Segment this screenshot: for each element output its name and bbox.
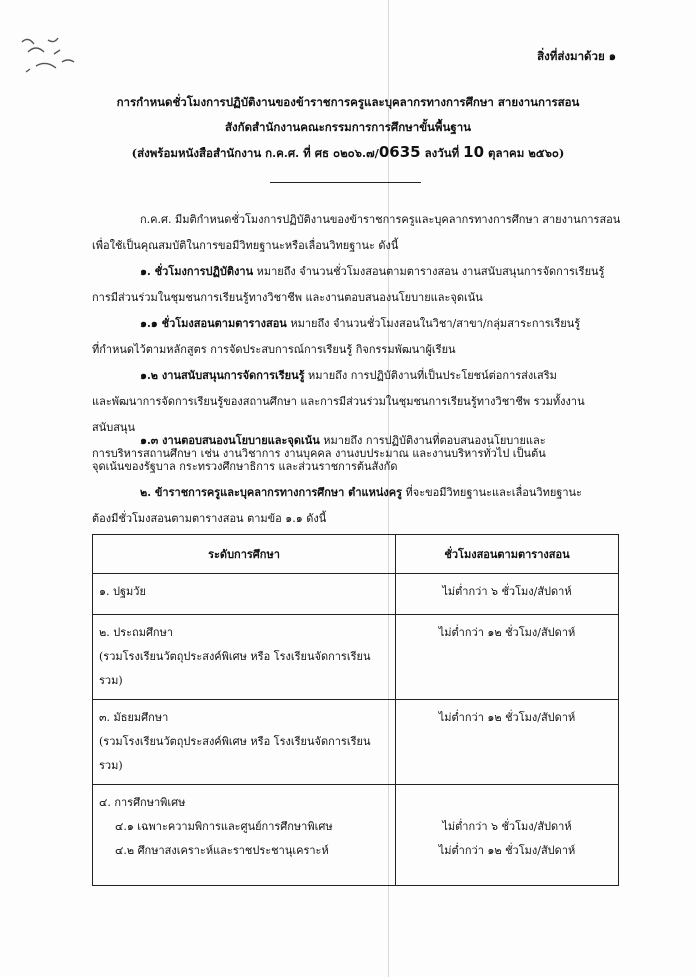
hours-cell: ไม่ต่ำกว่า ๑๒ ชั่วโมง/สัปดาห์ (396, 700, 619, 785)
clause-1-2: ๑.๒ งานสนับสนุนการจัดการเรียนรู้ หมายถึง การปฏิบัติงานที่เป็นประโยชน์ต่อการส่งเสริม และพัฒนาการจัดการเรียนรู้ของสถานศึกษา และการมีส่วนร่วมในชุมชนการเรียนรู้ทางวิชาชีพ รวมทั้งงานสนับสนุน การบริหารสถานศึกษา เช่น งานวิชาการ งานบุคคล งานงบประมาณ และงานบริหารทั่วไป เป็นต้น (92, 369, 585, 460)
clause-2: ๒. ข้าราชการครูและบุคลากรทางการศึกษา ตำแหน่งครู ที่จะขอมีวิทยฐานะและเลื่อนวิทยฐานะ ต้องมีชั่วโมงสอนตามตารางสอน ตามข้อ ๑.๑ ดังนี้ (92, 486, 582, 525)
clause-1-1: ๑.๑ ชั่วโมงสอนตามตารางสอน หมายถึง จำนวนชั่วโมงสอนในวิชา/สาขา/กลุ่มสาระการเรียนรู้ ที่กำหนดไว้ตามหลักสูตร การจัดประสบการณ์การเรียนรู้ กิจกรรมพัฒนาผู้เรียน (92, 317, 581, 356)
level-cell: ๔. การศึกษาพิเศษ ๔.๑ เฉพาะความพิการและศูนย์การศึกษาพิเศษ ๔.๒ ศึกษาสงเคราะห์และราชประชานุเคราะห์ (93, 785, 396, 886)
title-ref-suffix: ตุลาคม ๒๕๖๐) (484, 146, 565, 160)
header-education-level: ระดับการศึกษา (93, 535, 396, 574)
table-row (93, 700, 619, 785)
teaching-hours-table (92, 534, 619, 886)
special-sub-1: ๔.๑ เฉพาะความพิการและศูนย์การศึกษาพิเศษ (115, 820, 333, 833)
special-sub-2: ๔.๒ ศึกษาสงเคราะห์และราชประชานุเคราะห์ (115, 844, 329, 857)
hours-cell: ไม่ต่ำกว่า ๖ ชั่วโมง/สัปดาห์ ไม่ต่ำกว่า ๑๒ ชั่วโมง/สัปดาห์ (396, 785, 619, 886)
header-teaching-hours: ชั่วโมงสอนตามตารางสอน (396, 535, 619, 574)
intro-paragraph: ก.ค.ศ. มีมติกำหนดชั่วโมงการปฏิบัติงานของข้าราชการครูและบุคลากรทางการศึกษา สายงานการสอน เพื่อใช้เป็นคุณสมบัติในการขอมีวิทยฐานะหรือเลื่อนวิทยฐานะ ดังนี้ (92, 213, 621, 252)
level-cell: ๑. ปฐมวัย (93, 574, 396, 615)
table-header-row (93, 535, 619, 574)
title-ref-prefix: (ส่งพร้อมหนังสือสำนักงาน ก.ค.ศ. ที่ ศธ ๐๒๐๖.๗/ (131, 146, 379, 160)
handwritten-scribble-mark (18, 32, 88, 82)
handwritten-doc-number: 0635 (378, 143, 421, 161)
doc-title-line3 (0, 143, 696, 163)
table-row (93, 785, 619, 886)
level-cell: ๒. ประถมศึกษา (รวมโรงเรียนวัตถุประสงค์พิเศษ หรือ โรงเรียนจัดการเรียนรวม) (93, 615, 396, 700)
table-row (93, 615, 619, 700)
level-cell: ๓. มัธยมศึกษา (รวมโรงเรียนวัตถุประสงค์พิเศษ หรือ โรงเรียนจัดการเรียนรวม) (93, 700, 396, 785)
attachment-label: สิ่งที่ส่งมาด้วย ๑ (537, 49, 616, 63)
handwritten-day: 10 (463, 143, 485, 161)
table-row (93, 574, 619, 615)
hours-cell: ไม่ต่ำกว่า ๖ ชั่วโมง/สัปดาห์ (396, 574, 619, 615)
doc-title-line1: การกำหนดชั่วโมงการปฏิบัติงานของข้าราชการครูและบุคลากรทางการศึกษา สายงานการสอน (116, 95, 580, 109)
clause-1-3: ๑.๓ งานตอบสนองนโยบายและจุดเน้น หมายถึง การปฏิบัติงานที่ตอบสนองนโยบายและ จุดเน้นของรัฐบาล กระทรวงศึกษาธิการ และส่วนราชการต้นสังกัด (92, 434, 546, 473)
title-divider (270, 182, 421, 183)
level-note: (รวมโรงเรียนวัตถุประสงค์พิเศษ หรือ โรงเรียนจัดการเรียนรวม) (99, 735, 371, 772)
level-note: (รวมโรงเรียนวัตถุประสงค์พิเศษ หรือ โรงเรียนจัดการเรียนรวม) (99, 650, 371, 687)
title-ref-mid: ลงวันที่ (420, 146, 464, 160)
hours-cell: ไม่ต่ำกว่า ๑๒ ชั่วโมง/สัปดาห์ (396, 615, 619, 700)
doc-title-line2: สังกัดสำนักงานคณะกรรมการการศึกษาขั้นพื้นฐาน (224, 120, 472, 134)
clause-1: ๑. ชั่วโมงการปฏิบัติงาน หมายถึง จำนวนชั่วโมงสอนตามตารางสอน งานสนับสนุนการจัดการเรียนรู้ การมีส่วนร่วมในชุมชนการเรียนรู้ทางวิชาชีพ และงานตอบสนองนโยบายและจุดเน้น (92, 265, 605, 304)
